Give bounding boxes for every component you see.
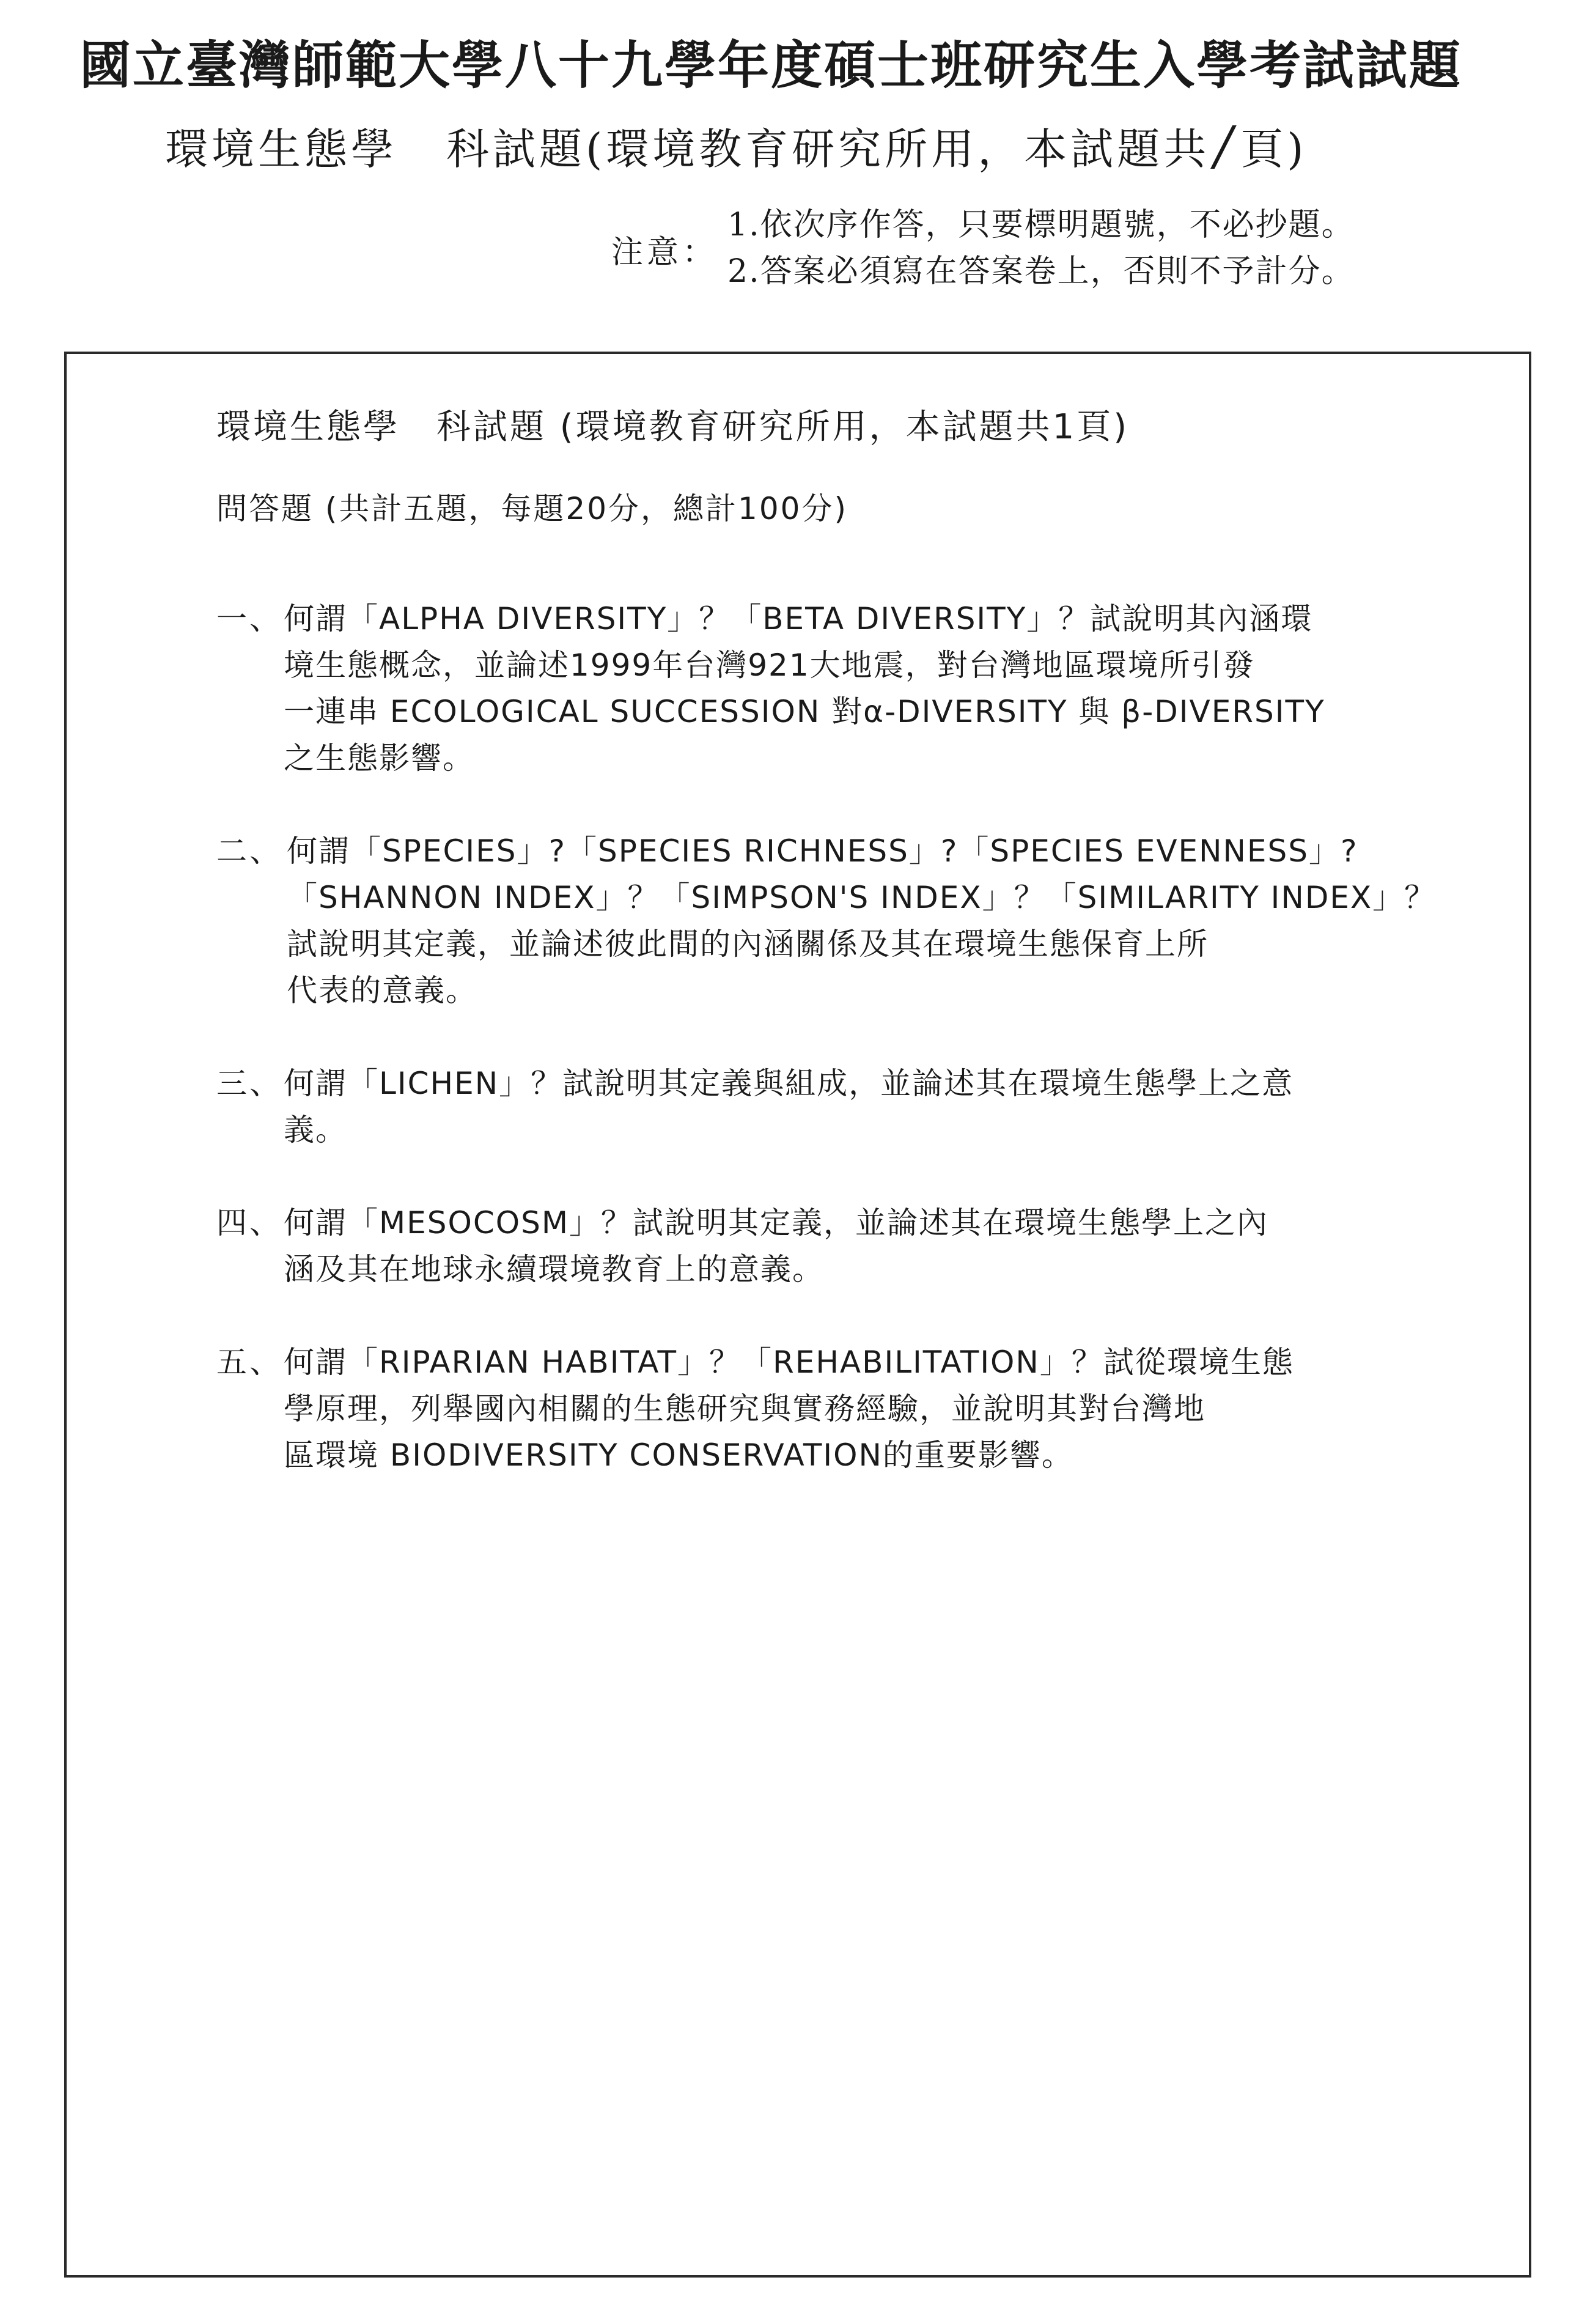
inner-title-rest: 科試題 (環境教育研究所用，本試題共1頁) bbox=[436, 407, 1130, 447]
question-line: 何謂「SPECIES」?「SPECIES RICHNESS」?「SPECIES EVENNESS」? bbox=[287, 833, 1358, 869]
notes-list bbox=[727, 202, 1355, 295]
subject-name: 環境生態學 bbox=[165, 124, 397, 174]
question-line: 涵及其在地球永續環境教育上的意義。 bbox=[284, 1252, 824, 1287]
question-2 bbox=[216, 828, 1470, 1014]
inner-title bbox=[216, 400, 1470, 449]
notes-label: 注意： bbox=[611, 234, 718, 271]
question-line: 境生態概念，並論述1999年台灣921大地震，對台灣地區環境所引發 bbox=[284, 647, 1255, 683]
exam-main-title: 國立臺灣師範大學八十九學年度碩士班研究生入學考試試題 bbox=[79, 35, 1463, 95]
handwritten-page-count: / bbox=[1214, 116, 1236, 177]
question-number: 三、 bbox=[216, 1066, 282, 1101]
question-number: 二、 bbox=[216, 833, 282, 869]
note-item: 2.答案必須寫在答案卷上，否則不予計分。 bbox=[727, 253, 1355, 290]
question-line: 一連串 ECOLOGICAL SUCCESSION 對α-DIVERSITY 與 β-DIVERSITY bbox=[284, 694, 1325, 729]
question-text bbox=[284, 596, 1470, 781]
question-line: 何謂「MESOCOSM」？試說明其定義，並論述其在環境生態學上之內 bbox=[284, 1205, 1268, 1241]
question-4 bbox=[216, 1200, 1470, 1293]
question-line: 代表的意義。 bbox=[287, 973, 477, 1008]
question-number: 四、 bbox=[216, 1205, 282, 1241]
question-line: 何謂「RIPARIAN HABITAT」？「REHABILITATION」？試從環境生態 bbox=[284, 1345, 1294, 1380]
question-5 bbox=[216, 1339, 1470, 1478]
question-line: 區環境 BIODIVERSITY CONSERVATION的重要影響。 bbox=[284, 1437, 1073, 1473]
question-3 bbox=[216, 1060, 1470, 1153]
question-line: 之生態影響。 bbox=[284, 740, 474, 776]
question-line: 何謂「ALPHA DIVERSITY」？「BETA DIVERSITY」？試說明其內涵環 bbox=[284, 601, 1313, 636]
section-heading: 問答題 (共計五題，每題20分，總計100分) bbox=[216, 491, 848, 526]
exam-content bbox=[216, 400, 1470, 1525]
question-line: 學原理，列舉國內相關的生態研究與實務經驗，並說明其對台灣地 bbox=[284, 1391, 1205, 1426]
question-number: 一、 bbox=[216, 601, 282, 636]
subject-suffix-close: 頁) bbox=[1240, 124, 1308, 174]
question-text bbox=[287, 828, 1470, 1014]
subject-suffix: 科試題(環境教育研究所用，本試題共 bbox=[446, 124, 1210, 174]
question-text bbox=[284, 1060, 1470, 1153]
question-line: 「SHANNON INDEX」？「SIMPSON'S INDEX」？「SIMILARITY INDEX」？ bbox=[287, 880, 1437, 915]
exam-question-box bbox=[64, 352, 1531, 2278]
question-line: 何謂「LICHEN」？試說明其定義與組成，並論述其在環境生態學上之意 bbox=[284, 1066, 1294, 1101]
question-text bbox=[284, 1200, 1470, 1293]
question-line: 試說明其定義，並論述彼此間的內涵關係及其在環境生態保育上所 bbox=[287, 926, 1209, 962]
question-number: 五、 bbox=[216, 1345, 282, 1380]
question-text bbox=[284, 1339, 1470, 1478]
subject-line bbox=[165, 115, 1308, 177]
question-1 bbox=[216, 596, 1470, 781]
note-item: 1.依次序作答，只要標明題號，不必抄題。 bbox=[727, 207, 1355, 243]
question-line: 義。 bbox=[284, 1112, 347, 1148]
inner-title-subject: 環境生態學 bbox=[216, 407, 400, 447]
